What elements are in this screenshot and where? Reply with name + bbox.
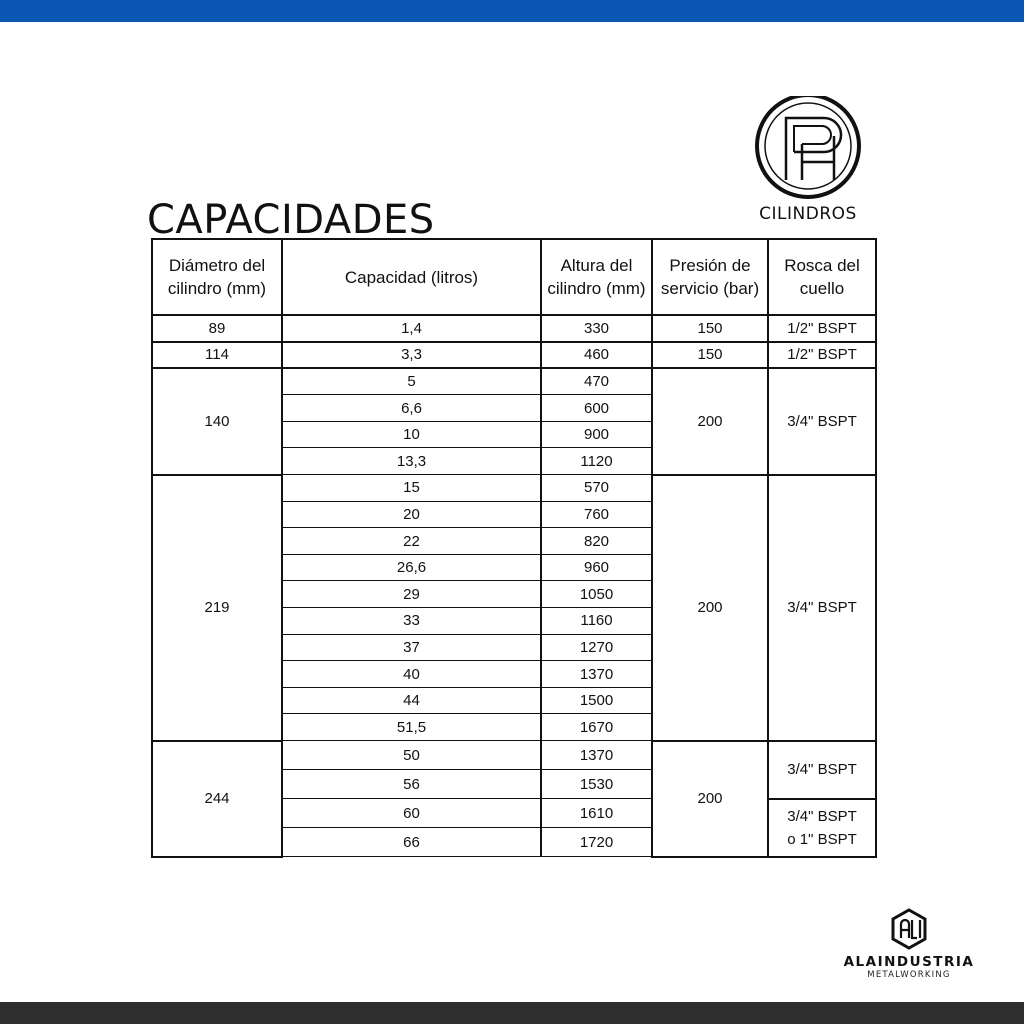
pressure-cell: 200 [652, 368, 768, 474]
thread-cell: 3/4" BSPT [768, 475, 876, 741]
capacity-cell: 56 [282, 770, 541, 799]
capacity-cell: 33 [282, 608, 541, 635]
thread-cell-alt [768, 799, 876, 857]
thread-cell: 3/4" BSPT [768, 741, 876, 799]
capacity-cell: 66 [282, 828, 541, 857]
capacity-cell: 1,4 [282, 315, 541, 342]
pressure-cell: 150 [652, 342, 768, 369]
brand-name: CILINDROS [759, 204, 857, 224]
height-cell: 1610 [541, 799, 652, 828]
diameter-cell: 244 [152, 741, 282, 857]
height-cell: 470 [541, 368, 652, 395]
bottom-accent-bar [0, 1002, 1024, 1024]
top-accent-bar [0, 0, 1024, 22]
capacity-cell: 13,3 [282, 448, 541, 475]
height-cell: 1670 [541, 714, 652, 741]
height-cell: 820 [541, 528, 652, 555]
diameter-cell: 219 [152, 475, 282, 741]
page-title: CAPACIDADES [147, 196, 435, 243]
capacity-cell: 40 [282, 661, 541, 688]
pressure-cell: 200 [652, 475, 768, 741]
height-cell: 1370 [541, 661, 652, 688]
table-row [152, 475, 876, 502]
capacity-cell: 37 [282, 634, 541, 661]
pressure-cell: 150 [652, 315, 768, 342]
thread-cell: 3/4" BSPT [768, 368, 876, 474]
height-cell: 570 [541, 475, 652, 502]
height-cell: 1050 [541, 581, 652, 608]
table-row [152, 342, 876, 369]
footer-company-name: ALAINDUSTRIA [843, 954, 975, 970]
height-cell: 900 [541, 421, 652, 448]
height-cell: 460 [541, 342, 652, 369]
table-row [152, 315, 876, 342]
capacity-cell: 51,5 [282, 714, 541, 741]
height-cell: 1270 [541, 634, 652, 661]
header-diameter: Diámetro del cilindro (mm) [152, 239, 282, 315]
header-capacity: Capacidad (litros) [282, 239, 541, 315]
capacity-cell: 6,6 [282, 395, 541, 422]
capacity-cell: 10 [282, 421, 541, 448]
diameter-cell: 89 [152, 315, 282, 342]
height-cell: 1120 [541, 448, 652, 475]
capacity-cell: 50 [282, 741, 541, 770]
table-header-row [152, 239, 876, 315]
capacity-cell: 20 [282, 501, 541, 528]
table-body [152, 315, 876, 857]
capacity-cell: 60 [282, 799, 541, 828]
table-row [152, 741, 876, 770]
capacity-cell: 5 [282, 368, 541, 395]
height-cell: 960 [541, 554, 652, 581]
thread-cell: 1/2" BSPT [768, 342, 876, 369]
capacity-cell: 26,6 [282, 554, 541, 581]
capacity-cell: 29 [282, 581, 541, 608]
height-cell: 1720 [541, 828, 652, 857]
capacities-table [151, 238, 877, 858]
capacity-cell: 44 [282, 687, 541, 714]
footer-tagline: METALWORKING [867, 970, 951, 980]
height-cell: 760 [541, 501, 652, 528]
table-row [152, 368, 876, 395]
header-pressure: Presión de servicio (bar) [652, 239, 768, 315]
height-cell: 1500 [541, 687, 652, 714]
height-cell: 1160 [541, 608, 652, 635]
diameter-cell: 114 [152, 342, 282, 369]
header-thread: Rosca del cuello [768, 239, 876, 315]
height-cell: 1370 [541, 741, 652, 770]
ph-monogram-icon [752, 96, 864, 200]
brand-logo [752, 96, 864, 236]
ali-hexagon-icon [890, 908, 928, 950]
height-cell: 1530 [541, 770, 652, 799]
footer-logo [824, 908, 994, 984]
height-cell: 600 [541, 395, 652, 422]
capacity-cell: 15 [282, 475, 541, 502]
pressure-cell: 200 [652, 741, 768, 857]
diameter-cell: 140 [152, 368, 282, 474]
capacity-cell: 3,3 [282, 342, 541, 369]
height-cell: 330 [541, 315, 652, 342]
header-height: Altura del cilindro (mm) [541, 239, 652, 315]
capacity-cell: 22 [282, 528, 541, 555]
thread-cell: 1/2" BSPT [768, 315, 876, 342]
thread-line-1: 3/4" BSPT [787, 807, 857, 825]
thread-line-2: o 1" BSPT [787, 830, 857, 848]
